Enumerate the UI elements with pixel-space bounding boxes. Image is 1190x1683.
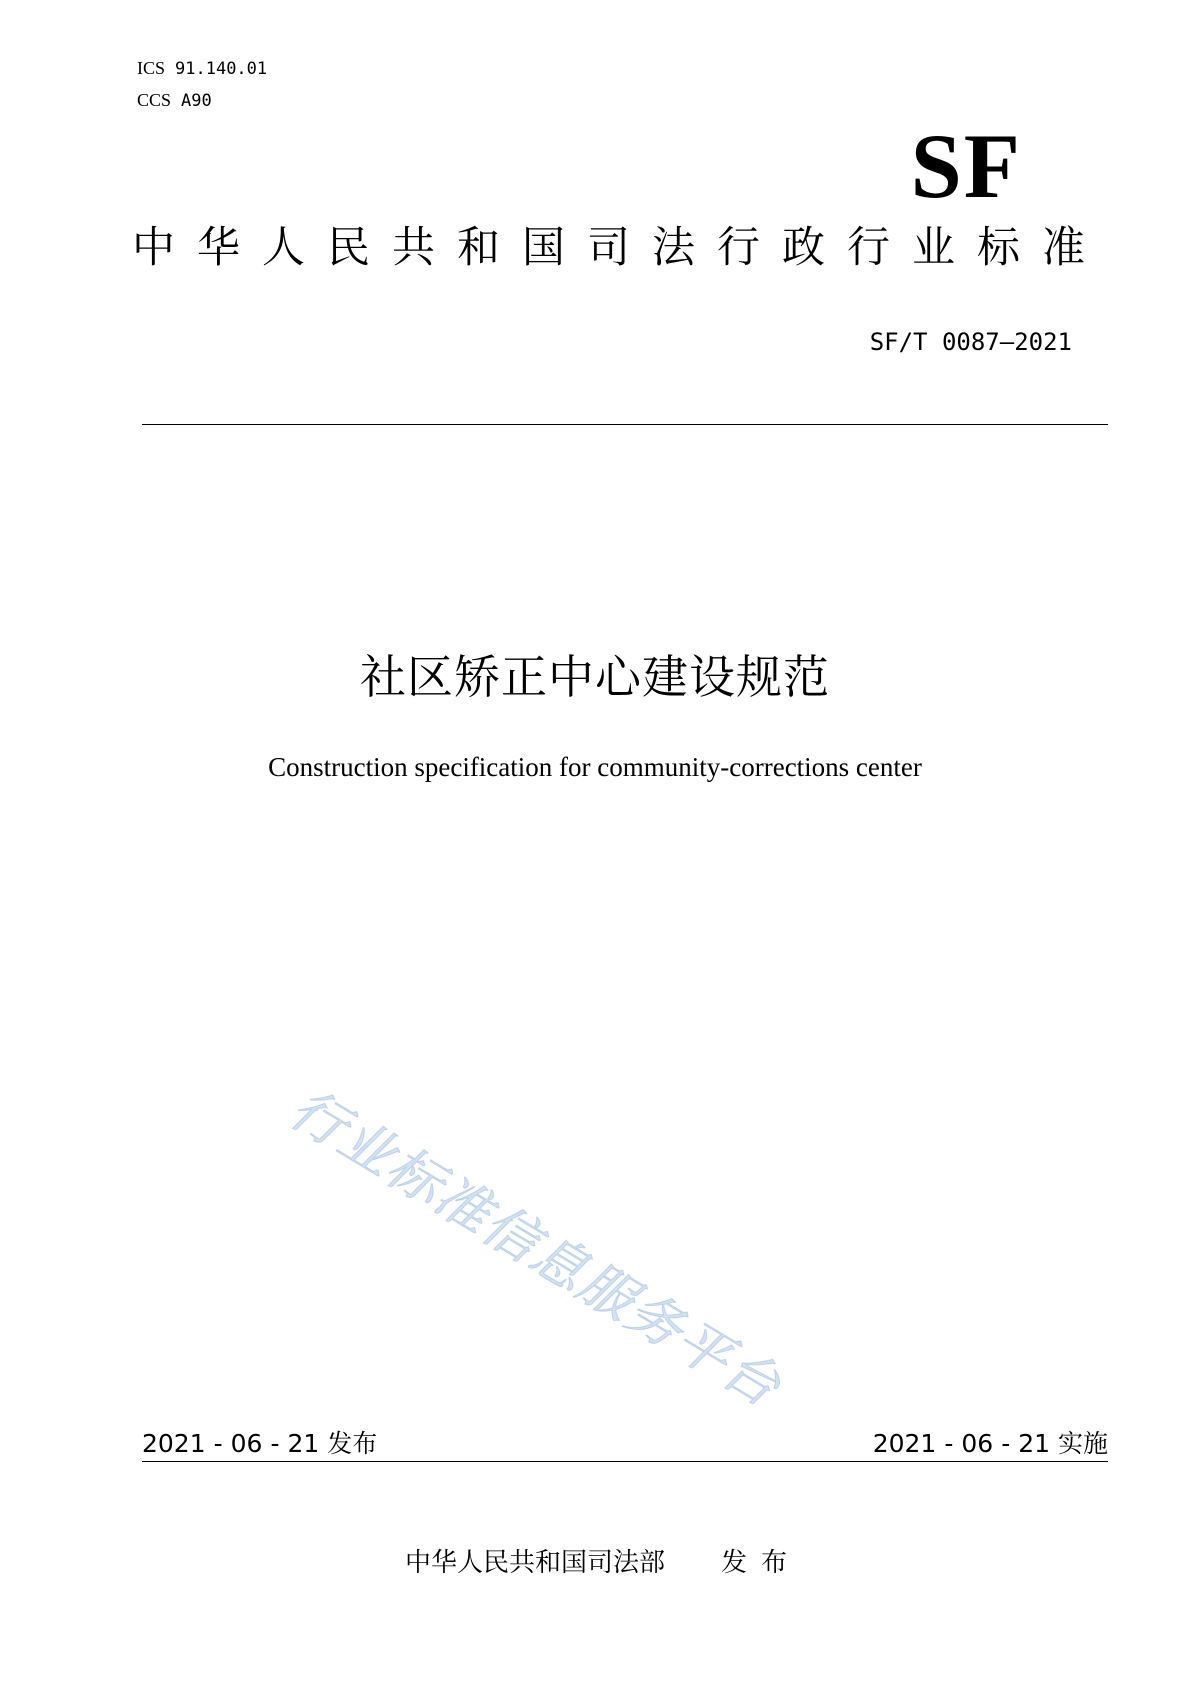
impl-month: 06 — [961, 1429, 994, 1458]
ics-code: 91.140.01 — [175, 59, 268, 79]
sf-logo-mark: SF — [910, 115, 1022, 217]
document-title-en: Construction specification for community-corrections center — [268, 752, 922, 782]
date-separator: - — [944, 1429, 954, 1458]
implementation-date-line — [873, 1424, 1108, 1460]
ccs-code: A90 — [181, 91, 212, 111]
date-separator: - — [270, 1429, 280, 1458]
date-separator: - — [213, 1429, 223, 1458]
date-separator: - — [1001, 1429, 1011, 1458]
publisher-line — [405, 1542, 801, 1579]
ccs-classification — [137, 90, 212, 111]
watermark-text: 行业标准信息服务平台 — [279, 1076, 793, 1420]
standard-type-heading: 中华人民共和国司法行政行业标准 — [132, 223, 1107, 273]
ics-label: ICS — [137, 58, 166, 78]
issue-date-line — [142, 1424, 377, 1460]
ics-classification — [137, 58, 267, 79]
standard-number: SF/T 0087—2021 — [869, 328, 1072, 356]
document-title-cn: 社区矫正中心建设规范 — [360, 650, 830, 704]
ccs-label: CCS — [137, 90, 172, 110]
footer-divider — [142, 1461, 1108, 1462]
publisher-name: 中华人民共和国司法部 — [405, 1548, 666, 1578]
header-divider — [142, 424, 1108, 425]
impl-day: 21 — [1018, 1429, 1051, 1458]
issue-year: 2021 — [142, 1429, 206, 1458]
issue-label: 发布 — [327, 1429, 378, 1458]
publisher-label: 发布 — [721, 1548, 802, 1578]
issue-day: 21 — [287, 1429, 320, 1458]
issue-month: 06 — [230, 1429, 263, 1458]
implementation-label: 实施 — [1057, 1429, 1108, 1458]
impl-year: 2021 — [872, 1429, 937, 1458]
